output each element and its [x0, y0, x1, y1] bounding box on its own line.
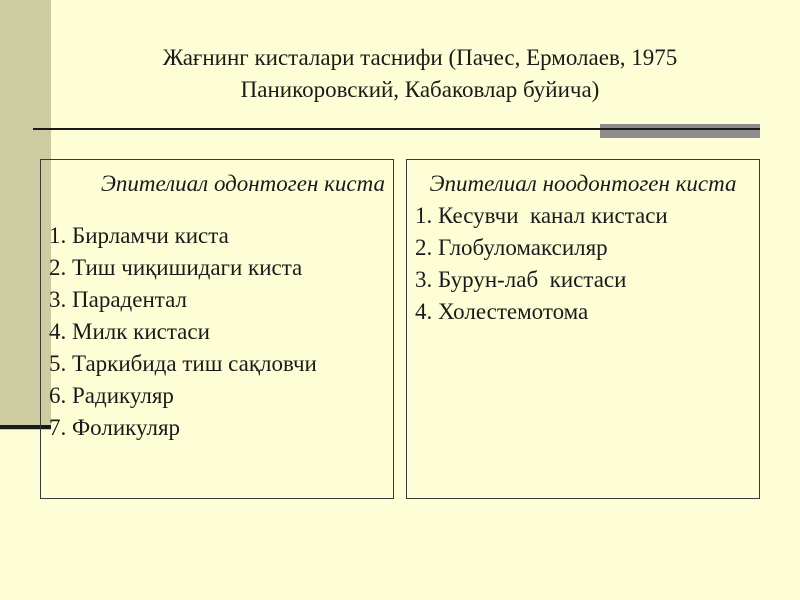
- odontogenic-list: [41, 220, 393, 444]
- non-odontogenic-list: [407, 200, 759, 328]
- title-divider-accent: [600, 124, 760, 138]
- slide-title-line-2: Паникоровский, Кабаковлар буйича): [240, 77, 600, 102]
- slide-title-line-1: Жағнинг кисталари таснифи (Пачес, Ермолаев, 1975: [162, 45, 678, 70]
- list-item: 2. Глобуломаксиляр: [415, 235, 608, 260]
- non-odontogenic-heading: Эпителиал ноодонтоген киста: [429, 171, 737, 196]
- list-item: 1. Кесувчи канал кистаси: [415, 203, 668, 228]
- odontogenic-heading: Эпителиал одонтоген киста: [100, 171, 385, 196]
- list-item: 5. Таркибида тиш сақловчи: [49, 351, 317, 376]
- list-item: 3. Бурун-лаб кистаси: [415, 267, 627, 292]
- list-item: 7. Фоликуляр: [49, 415, 181, 440]
- list-item: 6. Радикуляр: [49, 383, 174, 408]
- non-odontogenic-panel: [406, 159, 760, 499]
- list-item: 4. Холестемотома: [415, 299, 589, 324]
- odontogenic-panel: [40, 159, 394, 499]
- list-item: 3. Парадентал: [49, 287, 187, 312]
- slide-title: [60, 42, 780, 106]
- list-item: 2. Тиш чиқишидаги киста: [49, 255, 303, 280]
- list-item: 4. Милк кистаси: [49, 319, 210, 344]
- list-item: 1. Бирламчи киста: [49, 223, 229, 248]
